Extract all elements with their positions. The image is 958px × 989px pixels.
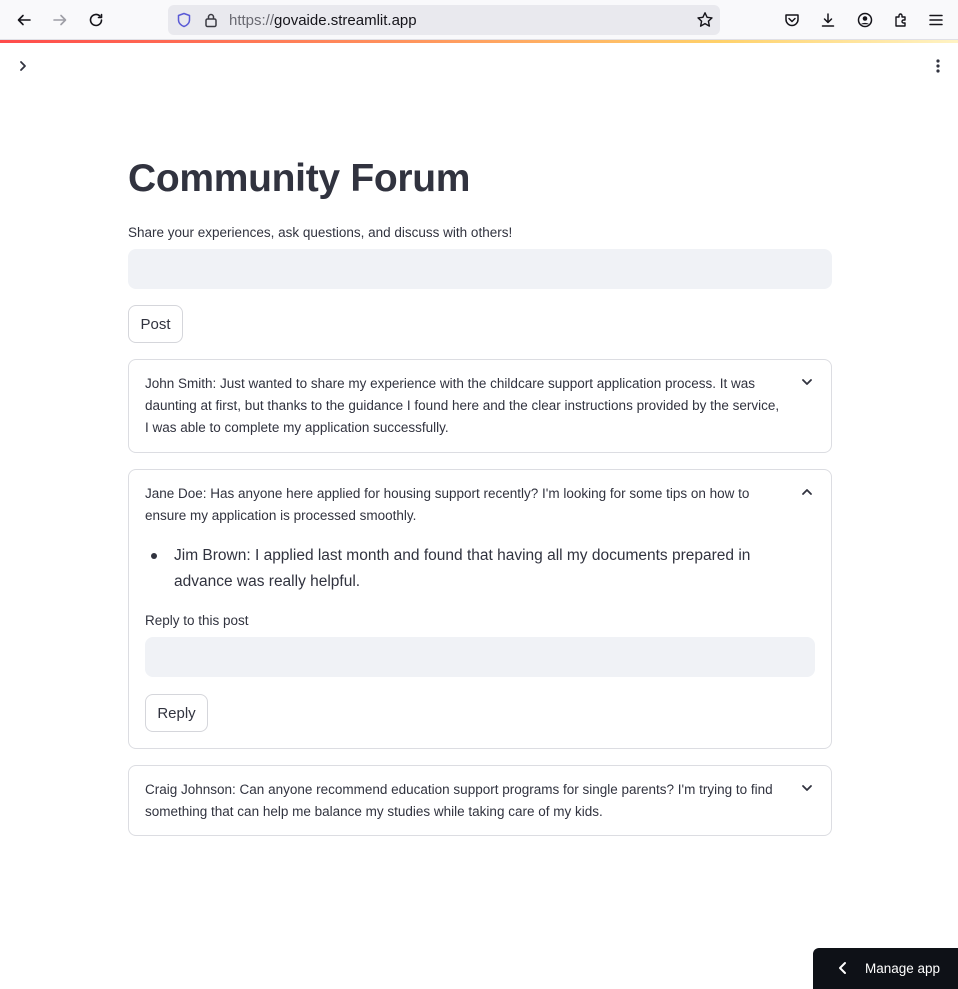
post-text: Craig Johnson: Can anyone recommend education support programs for single parents? I'm trying to find something that can help me balance my studies while taking care of my kids. [145,782,773,819]
reply-button[interactable]: Reply [145,694,208,732]
hamburger-menu-icon[interactable] [924,8,948,32]
url-host: govaide.streamlit.app [274,12,417,29]
reply-input[interactable] [145,637,815,677]
new-post-input[interactable] [128,249,832,289]
manage-app-button[interactable] [813,948,958,989]
chevron-down-icon[interactable] [799,374,815,390]
back-arrow-icon[interactable] [12,8,36,32]
sidebar-expand-chevron-icon[interactable] [12,55,34,77]
app-loading-gradient [0,40,958,43]
chevron-down-icon[interactable] [799,780,815,796]
kebab-menu-icon[interactable] [927,55,949,77]
account-icon[interactable] [853,8,877,32]
post-expander[interactable] [128,765,832,836]
reply-list [145,543,805,595]
reply-item: Jim Brown: I applied last month and found that having all my documents prepared in advance was really helpful. [145,543,805,595]
browser-toolbar [0,0,958,40]
download-icon[interactable] [816,8,840,32]
shield-icon[interactable] [176,12,192,33]
extensions-icon[interactable] [889,8,913,32]
lock-icon[interactable] [204,12,218,33]
pocket-icon[interactable] [780,8,804,32]
post-text: John Smith: Just wanted to share my experience with the childcare support application process. It was daunting at first, but thanks to the guidance I found here and the clear instructions provided by the service, I was able to complete my application successfully. [145,376,780,435]
post-expander[interactable] [128,469,832,749]
manage-app-label: Manage app [865,961,941,976]
reply-label: Reply to this post [145,613,249,628]
forward-arrow-icon[interactable] [48,8,72,32]
url-text[interactable] [229,12,417,29]
post-text: Jane Doe: Has anyone here applied for housing support recently? I'm looking for some tips on how to ensure my application is processed smoothly. [145,486,750,523]
reload-icon[interactable] [84,8,108,32]
page-title: Community Forum [128,157,471,200]
post-expander[interactable] [128,359,832,453]
post-button[interactable]: Post [128,305,183,343]
url-protocol: https:// [229,12,275,29]
chevron-left-icon [837,961,849,978]
address-bar[interactable] [168,5,720,35]
chevron-up-icon[interactable] [799,484,815,500]
intro-text: Share your experiences, ask questions, and discuss with others! [128,225,513,240]
star-icon[interactable] [696,11,714,34]
